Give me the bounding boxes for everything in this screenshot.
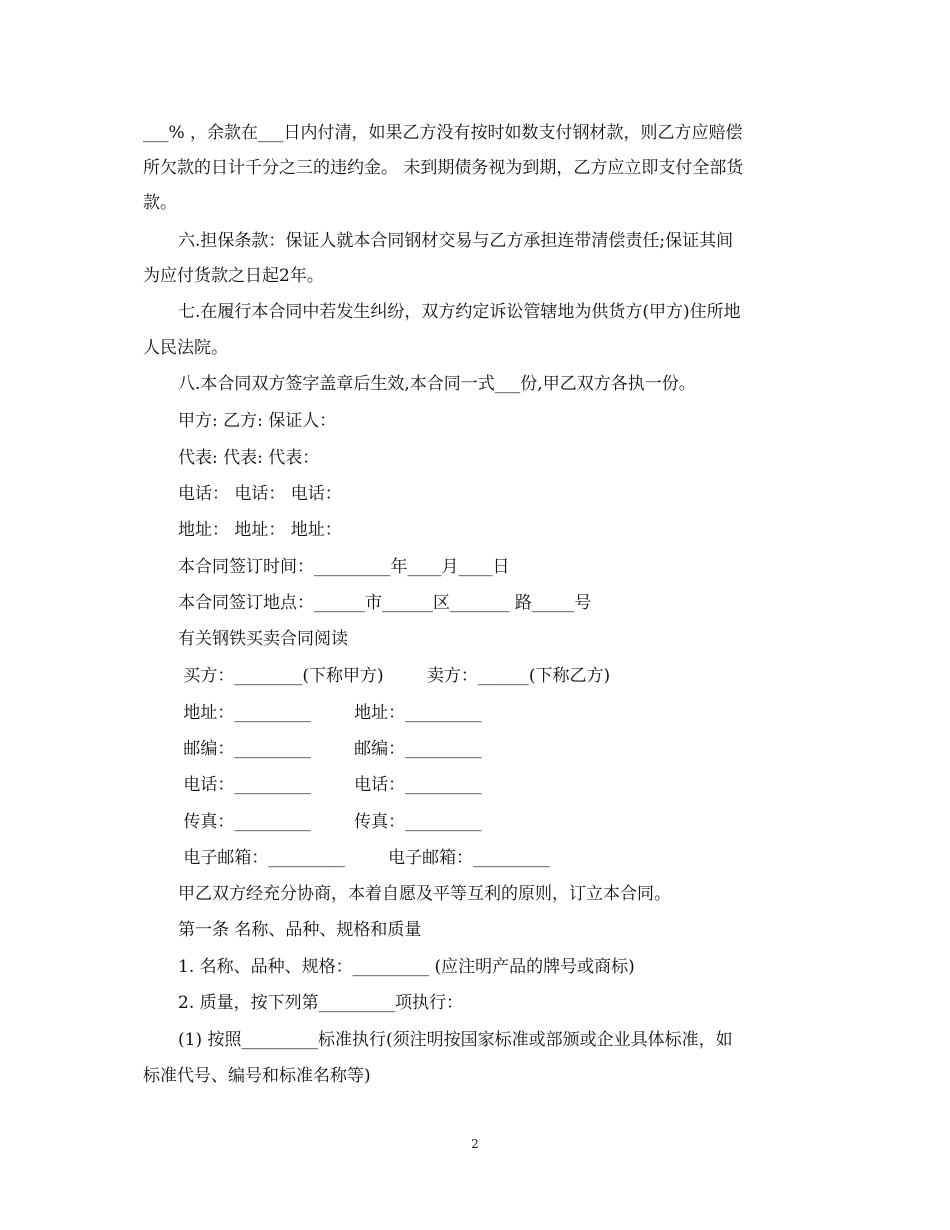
article-one-title: 第一条 名称、品种、规格和质量: [178, 920, 422, 940]
signing-place: 本合同签订地点：______市______区_______ 路_____号: [178, 593, 592, 613]
clause-effective: 八.本合同双方签字盖章后生效,本合同一式___份,甲乙双方各执一份。: [178, 374, 696, 394]
article-one-item-2: 2. 质量，按下列第_________项执行：: [178, 993, 464, 1013]
paragraph-line-payment-balance: ___% ，余款在___日内付清，如果乙方没有按时如数支付钢材款，则乙方应赔偿: [143, 123, 743, 143]
signing-time: 本合同签订时间：_________年____月____日: [178, 557, 510, 577]
signatory-parties: 甲方: 乙方: 保证人：: [178, 411, 337, 431]
signatory-addresses: 地址： 地址： 地址：: [178, 520, 342, 540]
clause-dispute: 七.在履行本合同中若发生纠纷，双方约定诉讼管辖地为供货方(甲方)住所地: [178, 302, 741, 322]
signatory-phones: 电话： 电话： 电话：: [178, 484, 342, 504]
clause-guarantee: 六.担保条款：保证人就本合同钢材交易与乙方承担连带清偿责任;保证其间: [178, 231, 734, 251]
section-title: 有关钢铁买卖合同阅读: [178, 629, 348, 649]
email-row: 电子邮箱：_________ 电子邮箱：_________: [178, 848, 550, 868]
article-one-item-2-1-cont: 标准代号、编号和标准名称等): [143, 1066, 371, 1086]
fax-row: 传真：_________ 传真：_________: [178, 812, 482, 832]
buyer-seller-row: 买方：________(下称甲方) 卖方：______(下称乙方): [178, 666, 611, 686]
article-one-item-2-1: (1) 按照_________标准执行(须注明按国家标准或部颁或企业具体标准，如: [178, 1030, 733, 1050]
clause-dispute-cont: 人民法院。: [143, 338, 228, 358]
agreement-intro: 甲乙双方经充分协商，本着自愿及平等互利的原则，订立本合同。: [178, 884, 671, 904]
signatory-representatives: 代表: 代表: 代表：: [178, 448, 320, 468]
paragraph-line-end: 款。: [143, 193, 177, 213]
address-row: 地址：_________ 地址：_________: [178, 703, 482, 723]
page-number: 2: [471, 1137, 479, 1151]
clause-guarantee-cont: 为应付货款之日起2年。: [143, 266, 324, 286]
phone-row: 电话：_________ 电话：_________: [178, 775, 482, 795]
paragraph-line-penalty: 所欠款的日计千分之三的违约金。 未到期债务视为到期，乙方应立即支付全部货: [143, 158, 744, 178]
postcode-row: 邮编：_________ 邮编：_________: [178, 739, 482, 759]
article-one-item-1: 1. 名称、品种、规格：_________ (应注明产品的牌号或商标): [178, 957, 635, 977]
